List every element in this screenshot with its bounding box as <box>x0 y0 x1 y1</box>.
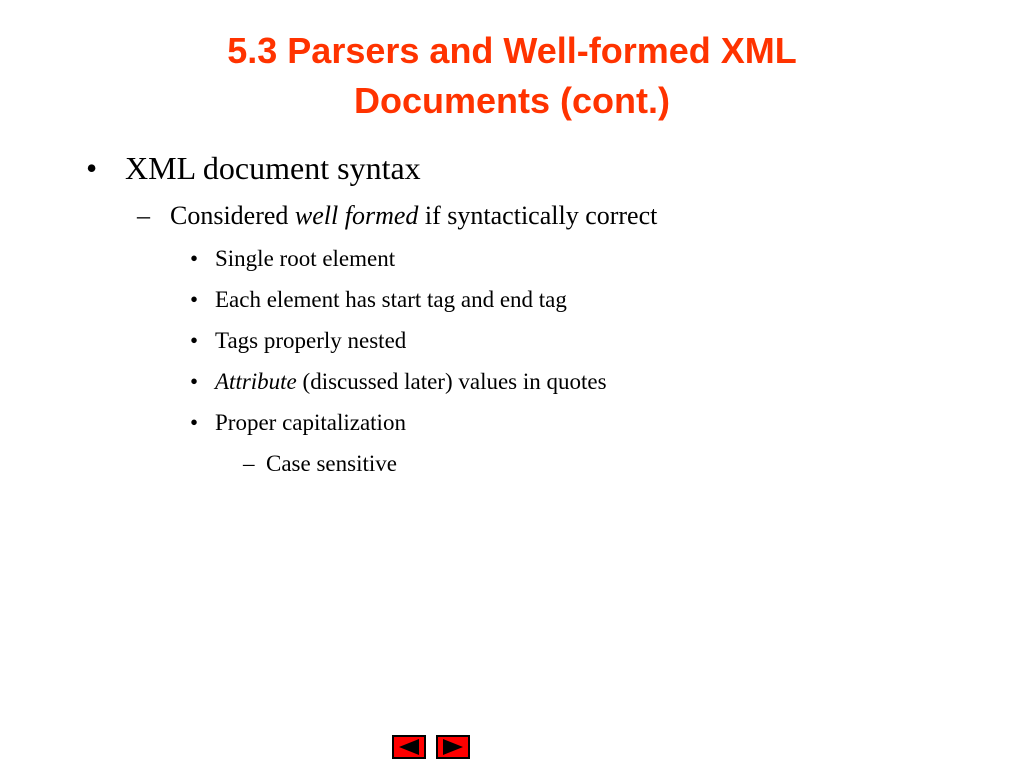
next-slide-arrow-icon <box>438 737 468 757</box>
next-slide-button[interactable] <box>436 735 470 759</box>
bullet-level2-marker: – <box>137 201 150 230</box>
bullet-case-sensitive: Case sensitive <box>266 451 397 476</box>
bullet-attribute-values: Attribute (discussed later) values in quotes <box>215 369 607 394</box>
bullet-level3-marker: • <box>190 410 199 435</box>
previous-slide-button[interactable] <box>392 735 426 759</box>
section-number: 5.3 <box>227 30 278 71</box>
bullet-single-root-element: Single root element <box>215 246 396 271</box>
bullet-xml-document-syntax: XML document syntax <box>125 150 421 186</box>
slide-title-line2: Documents (cont.) <box>353 80 670 121</box>
slide-title <box>60 26 964 126</box>
bullet-proper-capitalization: Proper capitalization <box>215 410 406 435</box>
bullet-level3-marker: • <box>190 287 199 312</box>
bullet-start-end-tag: Each element has start tag and end tag <box>215 287 567 312</box>
bullet-level3-marker: • <box>190 246 199 271</box>
title-text-line1: Parsers and Well-formed XML <box>287 30 797 71</box>
bullet-considered-well-formed: Considered well formed if syntactically correct <box>170 201 658 230</box>
bullet-level3-marker: • <box>190 328 199 353</box>
bullet-tags-properly-nested: Tags properly nested <box>215 328 407 353</box>
previous-slide-arrow-icon <box>394 737 424 757</box>
bullet-level1-marker: • <box>86 150 98 186</box>
bullet-level4-marker: – <box>243 451 255 476</box>
slide-title-line1 <box>60 26 964 76</box>
bullet-level3-marker: • <box>190 369 199 394</box>
